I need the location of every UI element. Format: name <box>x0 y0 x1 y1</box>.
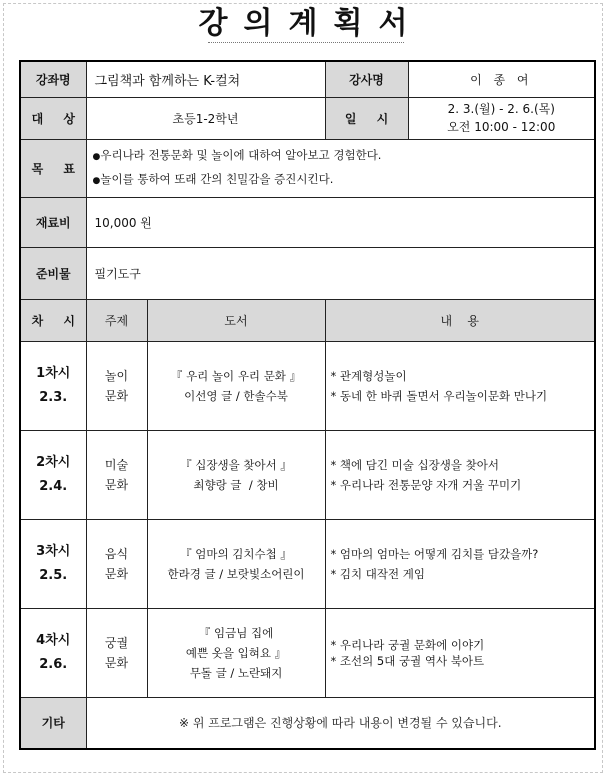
col-subject: 주제 <box>86 299 147 341</box>
target-label: 대 상 <box>20 97 86 139</box>
subject-cell: 미술 문화 <box>86 430 147 519</box>
course-row <box>20 61 595 97</box>
table-row <box>20 430 595 519</box>
subject-cell: 궁궐 문화 <box>86 608 147 697</box>
materials-fee-label: 재료비 <box>20 197 86 247</box>
materials-fee-value: 10,000 원 <box>86 197 595 247</box>
col-content: 내 용 <box>325 299 595 341</box>
title-underline <box>208 42 404 43</box>
page-title: 강의계획서 <box>198 6 424 41</box>
book-cell: 『 우리 놀이 우리 문화 』 이선영 글 / 한솔수북 <box>147 341 325 430</box>
bullet-icon: ● <box>92 176 101 186</box>
goal-item: ●놀이를 통하여 또래 간의 친밀감을 증진시킨다. <box>92 172 334 186</box>
supplies-row <box>20 247 595 299</box>
subject-cell: 음식 문화 <box>86 519 147 608</box>
supplies-label: 준비물 <box>20 247 86 299</box>
etc-note: ※ 위 프로그램은 진행상황에 따라 내용이 변경될 수 있습니다. <box>86 697 595 749</box>
course-name: 그림책과 함께하는 K-컬쳐 <box>86 61 325 97</box>
etc-label: 기타 <box>20 697 86 749</box>
content-cell: * 우리나라 궁궐 문화에 이야기 * 조선의 5대 궁궐 역사 북아트 <box>325 608 595 697</box>
content-cell: * 관계형성놀이 * 동네 한 바퀴 돌면서 우리놀이문화 만나기 <box>325 341 595 430</box>
session-cell: 3차시 2.5. <box>20 519 86 608</box>
table-row <box>20 341 595 430</box>
book-cell: 『 십장생을 찾아서 』 최향랑 글 / 창비 <box>147 430 325 519</box>
etc-row <box>20 697 595 749</box>
content-cell: * 엄마의 엄마는 어떻게 김치를 담갔을까? * 김치 대작전 게임 <box>325 519 595 608</box>
goals-content <box>86 139 595 197</box>
subject-cell: 놀이 문화 <box>86 341 147 430</box>
table-row <box>20 519 595 608</box>
schedule-value <box>408 97 595 139</box>
schedule-label: 일 시 <box>325 97 408 139</box>
lecture-plan-table <box>19 60 596 750</box>
course-label: 강좌명 <box>20 61 86 97</box>
session-cell: 1차시 2.3. <box>20 341 86 430</box>
bullet-icon: ● <box>92 152 101 162</box>
goals-row <box>20 139 595 197</box>
goal-item: ●우리나라 전통문화 및 놀이에 대하여 알아보고 경험한다. <box>92 148 382 162</box>
book-cell: 『 엄마의 김치수첩 』 한라경 글 / 보랏빛소어린이 <box>147 519 325 608</box>
supplies-value: 필기도구 <box>86 247 595 299</box>
schedule-dates: 2. 3.(월) - 2. 6.(목) <box>447 102 555 116</box>
book-cell: 『 임금님 집에 예쁜 옷을 입혀요 』 무돌 글 / 노란돼지 <box>147 608 325 697</box>
schedule-time: 오전 10:00 - 12:00 <box>447 120 556 134</box>
goals-label: 목 표 <box>20 139 86 197</box>
column-header-row <box>20 299 595 341</box>
table-row <box>20 608 595 697</box>
instructor-label: 강사명 <box>325 61 408 97</box>
session-cell: 2차시 2.4. <box>20 430 86 519</box>
target-row <box>20 97 595 139</box>
instructor-name: 이 종 여 <box>408 61 595 97</box>
target-value: 초등1-2학년 <box>86 97 325 139</box>
session-cell: 4차시 2.6. <box>20 608 86 697</box>
col-book: 도서 <box>147 299 325 341</box>
materials-fee-row <box>20 197 595 247</box>
col-session: 차 시 <box>20 299 86 341</box>
content-cell: * 책에 담긴 미술 십장생을 찾아서 * 우리나라 전통문양 자개 거울 꾸미기 <box>325 430 595 519</box>
